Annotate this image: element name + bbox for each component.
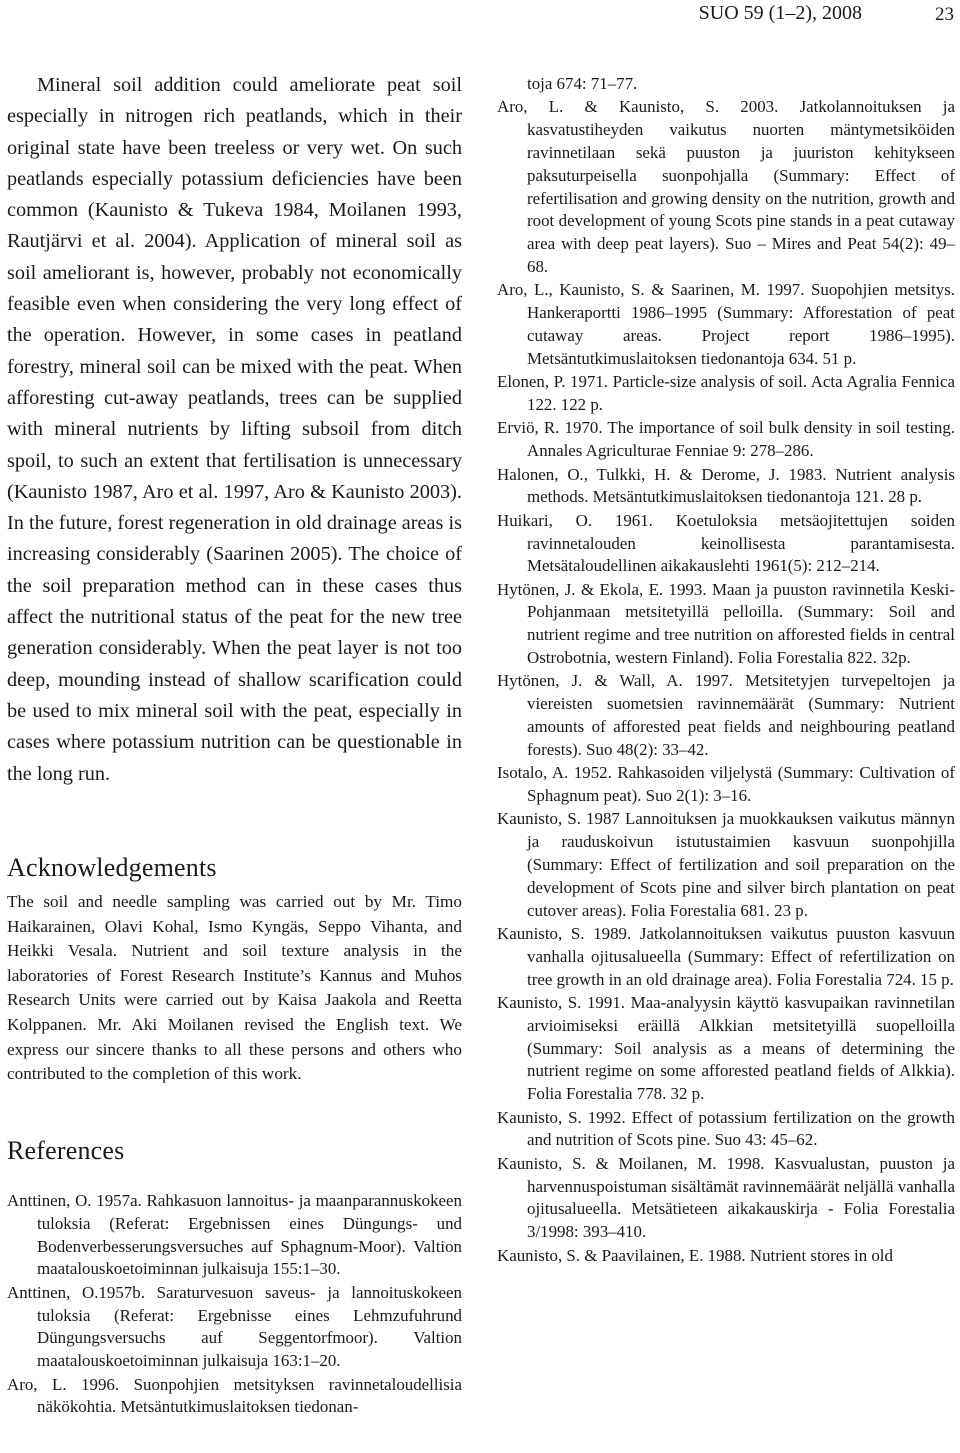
reference-item: Aro, L. 1996. Suonpohjien metsityksen ravinnetaloudellisia näkökohtia. Metsäntutkimuslaitoksen tiedonan- [7, 1374, 462, 1417]
body-paragraph: Mineral soil addition could ameliorate peat soil especially in nitrogen rich peatlands, which in their original state have been treeless or very wet. On such peatlands especially potassium deficiencies have been common (Kaunisto & Tukeva 1984, Moilanen 1993, Rautjärvi et al. 2004). Application of mineral soil as soil ameliorant is, however, probably not economically feasible even when considering the very long effect of the operation. However, in some cases in peatland forestry, mineral soil can be mixed with the peat. When afforesting cut-away peatlands, trees can be supplied with mineral nutrients by lifting subsoil from ditch spoil, to such an extent that fertilisation is unnecessary (Kaunisto 1987, Aro et al. 1997, Aro & Kaunisto 2003). In the future, forest regeneration in old drainage areas is increasing considerably (Saarinen 2005). The choice of the soil preparation method can in these cases thus affect the nutritional status of the peat for the new tree generation considerably. When the peat layer is not too deep, mounding instead of shallow scarification could be used to mix mineral soil with the peat, especially in cases where potassium nutrition can be questionable in the long run. [7, 74, 463, 785]
acknowledgements-text: The soil and needle sampling was carried out by Mr. Timo Haikarainen, Olavi Kohal, Ismo Kyngäs, Seppo Vihanta, and Heikki Vesala. Nutrient and soil texture analysis in the laboratories of Forest Research Institute’s Kannus and Muhos Research Units were carried out by Kaisa Jaakola and Reetta Kolppanen. Mr. Aki Moilanen revised the English text. We express our sincere thanks to all these persons and others who contributed to the completion of this work. [7, 892, 462, 1084]
reference-item: Elonen, P. 1971. Particle-size analysis of soil. Acta Agralia Fennica 122. 122 p. [497, 372, 955, 414]
page-header [0, 2, 960, 26]
reference-item: Kaunisto, S. & Paavilainen, E. 1988. Nutrient stores in old [497, 1245, 893, 1265]
reference-item: Halonen, O., Tulkki, H. & Derome, J. 1983. Nutrient analysis methods. Metsäntutkimuslaitoksen tiedonantoja 121. 28 p. [497, 464, 955, 507]
reference-item: Anttinen, O. 1957a. Rahkasuon lannoitus- ja maanparannuskokeen tuloksia (Referat: Ergebnissen eines Düngungs- und Bodenverbesserungsversuches auf Sphagnum-Moor). Valtion maatalouskoetoiminnan julkaisuja 155:1–30. [7, 1191, 462, 1279]
page-number: 23 [935, 4, 954, 25]
reference-item: Hytönen, J. & Ekola, E. 1993. Maan ja puuston ravinnetila Keski-Pohjanmaan metsitetyillä pelloilla. (Summary: Soil and nutrient regime and tree nutrition on afforested fields in central Ostrobotnia, western Finland). Folia Forestalia 822. 32p. [497, 579, 955, 668]
references-heading: References [7, 1136, 125, 1165]
reference-item: Kaunisto, S. 1992. Effect of potassium fertilization on the growth and nutrition of Scots pine. Suo 43: 45–62. [497, 1107, 955, 1150]
reference-item: Aro, L., Kaunisto, S. & Saarinen, M. 1997. Suopohjien metsitys. Hankeraportti 1986–1995 (Summary: Afforestation of peat cutaway areas. Project report 1986–1995). Metsäntutkimuslaitoksen tiedonantoja 634. 51 p. [497, 280, 955, 368]
left-column-text [7, 70, 462, 790]
reference-item: Anttinen, O.1957b. Saraturvesuon saveus- ja lannoituskokeen tuloksia (Referat: Ergebnisse eines Lehmzufuhrund Düngungsversuchs auf Seggentorfmoor). Valtion maatalouskoetoiminnan julkaisuja 163:1–20. [7, 1282, 462, 1371]
reference-item: Kaunisto, S. 1991. Maa-analyysin käyttö kasvupaikan ravinnetilan arvioimiseksi eräillä Alkkian metsitetyillä suopelloilla (Summary: Soil analysis as a means of determining the nutrient regime on some afforested peatland fields of Alkkia). Folia Forestalia 778. 32 p. [497, 993, 955, 1104]
journal-issue: SUO 59 (1–2), 2008 [698, 2, 862, 24]
reference-continuation: toja 674: 71–77. [527, 74, 638, 93]
reference-item: Huikari, O. 1961. Koetuloksia metsäojitettujen soiden ravinnetalouden keinollisesta parantamisesta. Metsätaloudellinen aikakauslehti 1961(5): 212–214. [497, 510, 955, 576]
references-list-right [497, 73, 955, 1268]
acknowledgements-heading: Acknowledgements [7, 853, 217, 882]
reference-item: Aro, L. & Kaunisto, S. 2003. Jatkolannoituksen ja kasvatustiheyden vaikutus nuorten mäntymetsiköiden ravinnetilaan sekä puuston ja juuriston kehitykseen paksuturpeisella suonpohjalla (Summary: Effect of refertilisation and growing density on the nutrition, growth and root development of young Scots pine stands in a peat cutaway area with deep peat layers). Suo – Mires and Peat 54(2): 49–68. [497, 97, 955, 276]
reference-item: Kaunisto, S. 1987 Lannoituksen ja muokkauksen vaikutus männyn ja rauduskoivun istutustaimien kasvuun suonpohjilla (Summary: Effect of fertilization and soil preparation on the development of Scots pine and silver birch plantation on peat cutover areas). Folia Forestalia 681. 23 p. [497, 809, 955, 920]
references-list-left [7, 1190, 462, 1420]
reference-item: Kaunisto, S. 1989. Jatkolannoituksen vaikutus puuston kasvuun vanhalla ojitusalueella (Summary: Effect of refertilization on tree growth in an old drainage area). Folia Forestalia 724. 15 p. [497, 924, 955, 989]
reference-item: Kaunisto, S. & Moilanen, M. 1998. Kasvualustan, puuston ja harvennuspoistuman sisältämät ravinnemäärät neljällä vanhalla ojitusalueella. Metsätieteen aikakauskirja - Folia Forestalia 3/1998: 393–410. [497, 1153, 955, 1242]
reference-item: Isotalo, A. 1952. Rahkasoiden viljelystä (Summary: Cultivation of Sphagnum peat). Suo 2(1): 3–16. [497, 763, 955, 806]
reference-item: Erviö, R. 1970. The importance of soil bulk density in soil testing. Annales Agriculturae Fenniae 9: 278–286. [497, 418, 955, 461]
reference-item: Hytönen, J. & Wall, A. 1997. Metsitetyjen turvepeltojen ja viereisten suometsien ravinnemäärät (Summary: Nutrient amounts of afforested peat fields and neighbouring peatland forests). Suo 48(2): 33–42. [497, 671, 955, 759]
